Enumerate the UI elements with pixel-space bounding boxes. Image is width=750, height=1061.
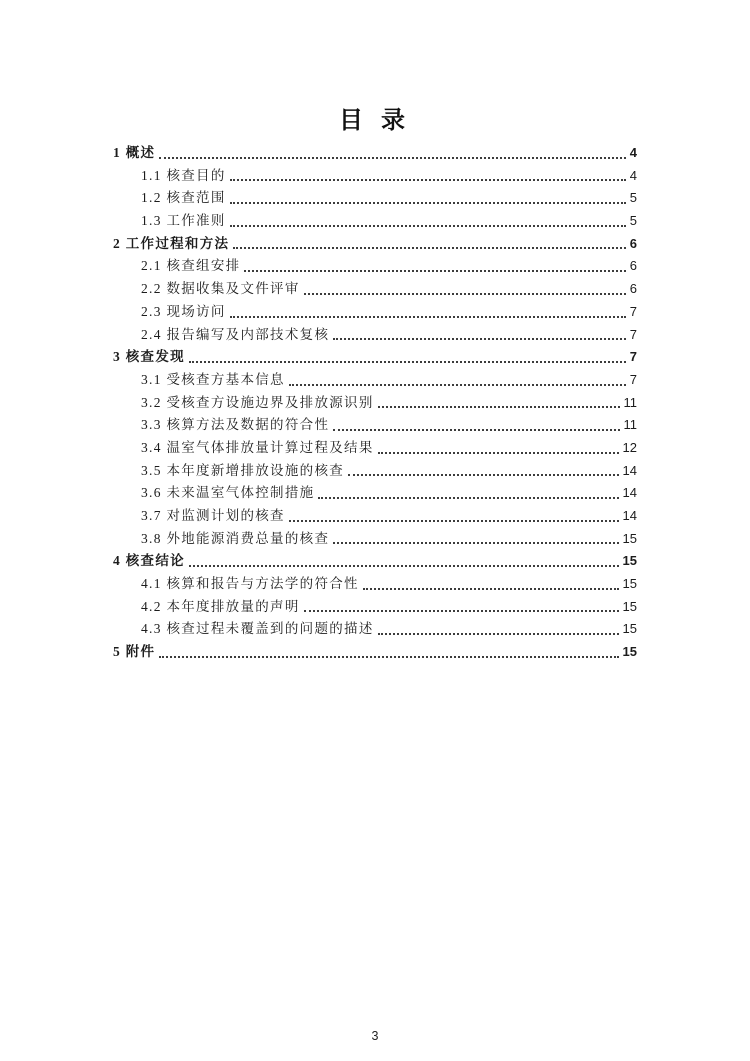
toc-entry-label: 3.5 本年度新增排放设施的核查 [141,462,345,478]
toc-entry-page: 15 [622,621,637,637]
toc-entry-label: 3 核查发现 [113,349,185,365]
toc-entry[interactable] [113,369,637,392]
toc-leader-dots [378,406,620,408]
toc-entry-label: 3.2 受核查方设施边界及排放源识别 [141,394,374,410]
toc-entry-label: 4 核查结论 [113,553,185,569]
toc-entry-label: 4.2 本年度排放量的声明 [141,598,300,614]
toc-entry-label: 2.3 现场访问 [141,303,226,319]
toc-entry-page: 15 [622,553,637,569]
toc-entry-page: 15 [622,644,637,660]
toc-entry-label: 1 概述 [113,145,156,160]
toc-entry-page: 15 [622,576,637,592]
toc-leader-dots [159,656,618,658]
toc-entry[interactable] [113,437,637,460]
toc-entry-page: 7 [629,303,637,319]
toc-entry-page: 4 [629,167,637,183]
toc-entry-page: 14 [622,462,637,478]
toc-entry-label: 3.4 温室气体排放量计算过程及结果 [141,439,374,455]
toc-leader-dots [333,338,626,340]
toc-leader-dots [333,429,619,431]
toc-entry[interactable] [113,641,637,664]
toc-entry-label: 2.1 核查组安排 [141,258,241,274]
toc-entry-label: 1.2 核查范围 [141,190,226,206]
toc-leader-dots [348,474,618,476]
toc-entry-label: 4.3 核查过程未覆盖到的问题的描述 [141,621,374,637]
toc-entry[interactable] [113,324,637,347]
toc-entry-page: 15 [622,598,637,614]
footer-page-number: 3 [371,1029,379,1043]
toc-entry-page: 4 [629,145,637,160]
toc-entry[interactable] [113,278,637,301]
toc-entry-page: 6 [629,281,637,297]
toc-entry-label: 2.4 报告编写及内部技术复核 [141,326,330,342]
toc-leader-dots [230,225,626,227]
toc-entry-page: 14 [622,508,637,523]
toc-entry[interactable] [113,505,637,528]
toc-entry-page: 7 [629,326,637,342]
toc-entry-page: 5 [629,213,637,229]
toc-leader-dots [189,565,619,567]
toc-entry-page: 6 [629,258,637,274]
toc-entry-page: 15 [622,530,637,546]
toc-list [0,142,750,664]
toc-entry[interactable] [113,142,637,165]
toc-entry-label: 3.1 受核查方基本信息 [141,371,285,387]
toc-leader-dots [318,497,618,499]
toc-entry-page: 11 [623,417,637,433]
toc-entry-page: 6 [629,235,637,251]
toc-leader-dots [304,293,626,295]
toc-entry-page: 7 [629,349,637,365]
toc-entry-label: 3.6 未来温室气体控制措施 [141,485,315,501]
toc-leader-dots [230,202,626,204]
toc-leader-dots [333,542,618,544]
toc-entry[interactable] [113,233,637,256]
toc-entry[interactable] [113,573,637,596]
toc-leader-dots [378,452,619,454]
toc-entry[interactable] [113,528,637,551]
toc-entry[interactable] [113,414,637,437]
toc-entry[interactable] [113,392,637,415]
toc-leader-dots [189,361,626,363]
toc-entry[interactable] [113,210,637,233]
toc-entry[interactable] [113,255,637,278]
toc-entry-page: 14 [622,485,637,501]
toc-entry[interactable] [113,460,637,483]
toc-entry-label: 5 附件 [113,644,156,660]
toc-entry[interactable] [113,165,637,188]
toc-leader-dots [289,520,619,522]
toc-leader-dots [289,384,626,386]
toc-leader-dots [159,157,625,159]
toc-entry-page: 5 [629,190,637,206]
toc-entry[interactable] [113,596,637,619]
toc-entry-label: 2 工作过程和方法 [113,235,230,251]
toc-entry[interactable] [113,482,637,505]
toc-entry[interactable] [113,346,637,369]
toc-leader-dots [378,633,619,635]
toc-entry[interactable] [113,301,637,324]
toc-leader-dots [304,610,619,612]
toc-entry-page: 11 [623,394,637,410]
toc-entry-label: 3.3 核算方法及数据的符合性 [141,417,330,433]
toc-leader-dots [233,247,625,249]
toc-entry[interactable] [113,187,637,210]
toc-entry-label: 1.3 工作准则 [141,213,226,229]
toc-entry-label: 3.7 对监测计划的核查 [141,508,285,523]
toc-leader-dots [230,179,626,181]
toc-entry[interactable] [113,618,637,641]
toc-entry-label: 1.1 核查目的 [141,167,226,183]
toc-entry-label: 3.8 外地能源消费总量的核查 [141,530,330,546]
toc-entry[interactable] [113,550,637,573]
toc-entry-label: 2.2 数据收集及文件评审 [141,281,300,297]
toc-entry-page: 7 [629,371,637,387]
toc-entry-page: 12 [622,439,637,455]
toc-leader-dots [230,316,626,318]
toc-title: 目 录 [339,108,411,134]
toc-entry-label: 4.1 核算和报告与方法学的符合性 [141,576,359,592]
toc-leader-dots [363,588,619,590]
toc-leader-dots [244,270,625,272]
